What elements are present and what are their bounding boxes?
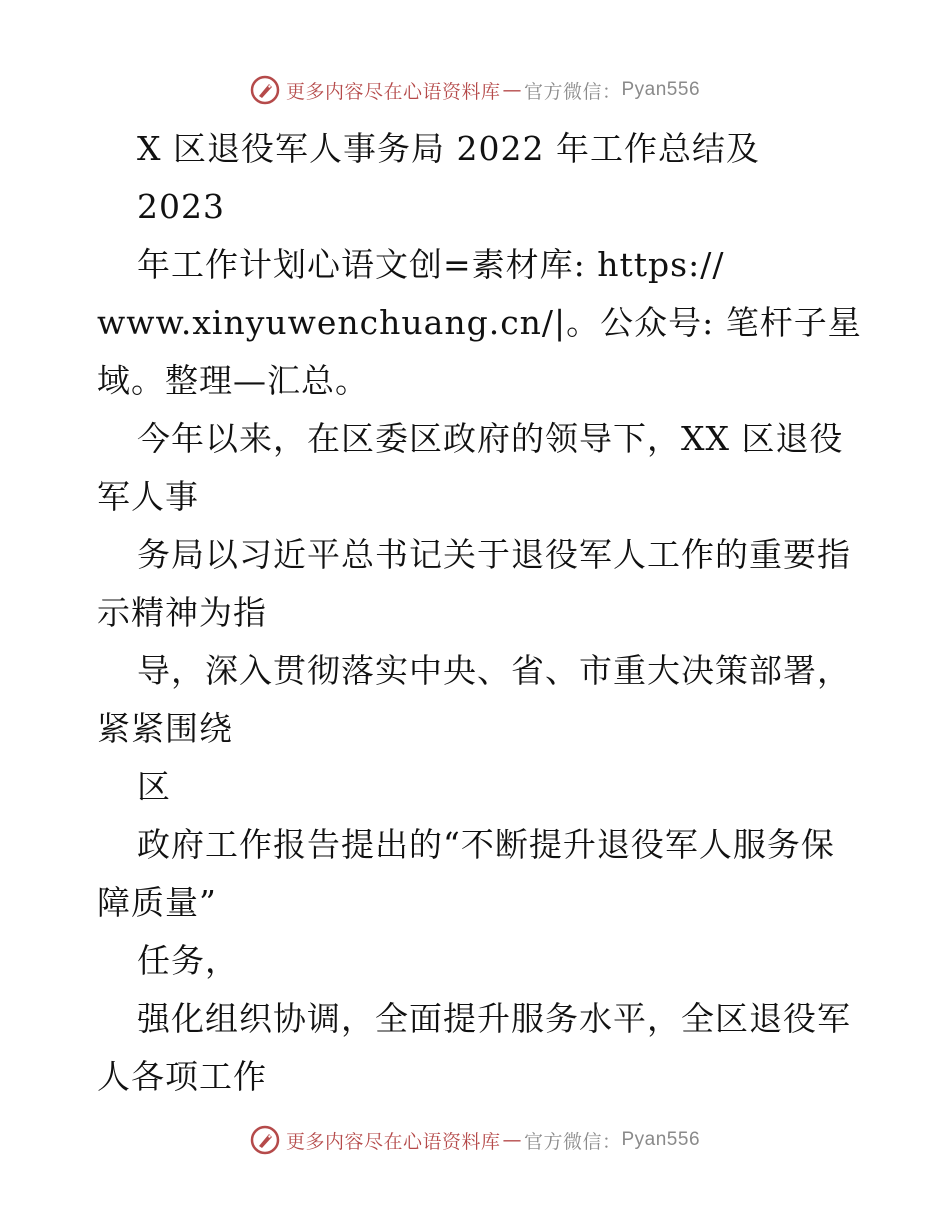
pen-nib-logo-icon [250, 75, 280, 105]
document-line: www.xinyuwenchuang.cn/|。公众号: 笔杆子星 [97, 303, 862, 342]
header-watermark [0, 70, 950, 110]
watermark-wechat-id: Pyan556 [621, 79, 701, 100]
document-body [97, 120, 867, 1106]
document-line: 今年以来，在区委区政府的领导下，XX 区退役 [137, 419, 844, 458]
footer-watermark [0, 1120, 950, 1160]
watermark-text: 更多内容尽在心语资料库 [285, 80, 501, 103]
watermark-wechat-label: 官方微信： [523, 1130, 622, 1153]
watermark-separator: — [502, 1129, 522, 1151]
document-line: 强化组织协调，全面提升服务水平，全区退役军 [137, 999, 851, 1038]
document-line: 示精神为指 [97, 593, 267, 632]
document-line: 任务， [137, 941, 239, 980]
document-line: 务局以习近平总书记关于退役军人工作的重要指 [137, 535, 851, 574]
document-line: X 区退役军人事务局 2022 年工作总结及 [137, 129, 760, 168]
document-line: 2023 [137, 187, 225, 226]
watermark-wechat-id: Pyan556 [621, 1129, 701, 1150]
document-line: 人各项工作 [97, 1057, 267, 1096]
document-line: 紧紧围绕 [97, 709, 233, 748]
watermark-separator: — [502, 79, 522, 101]
watermark-wechat-label: 官方微信： [523, 80, 622, 103]
document-line: 区 [137, 767, 171, 806]
document-line: 域。整理—汇总。 [97, 361, 369, 400]
document-line: 年工作计划心语文创=素材库: https:// [137, 245, 725, 284]
document-line: 政府工作报告提出的“不断提升退役军人服务保 [137, 825, 835, 864]
document-line: 导，深入贯彻落实中央、省、市重大决策部署， [137, 651, 851, 690]
watermark-text: 更多内容尽在心语资料库 [285, 1130, 501, 1153]
document-line: 军人事 [97, 477, 199, 516]
pen-nib-logo-icon [250, 1125, 280, 1155]
document-line: 障质量” [97, 883, 217, 922]
